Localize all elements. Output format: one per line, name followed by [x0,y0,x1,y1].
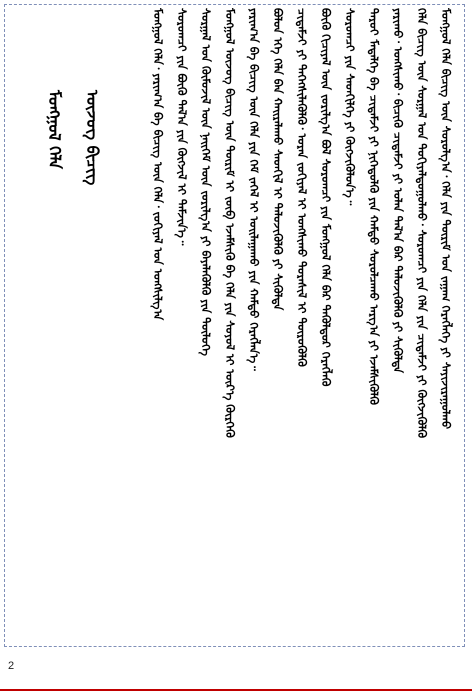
heading-line-1: ᠮᠣᠩᠭᠣᠯ ᠬᠡᠯᠡ [45,90,64,169]
text-column-7: ᠴᠢᠳᠠᠮᠵᠢ ᠶᠢ ᠳᠡᠭᠡᠭᠰᠢᠯᠡᠭᠦᠯᠬᠦ᠂ ᠤᠷᠠᠨ ᠵᠣᠬᠢᠶᠠᠯ ᠢ ᠤᠩᠰᠢᠬᠤ ᠳᠤᠷᠠᠰᠢᠯ ᠢ ᠲᠥᠷᠦᠭᠦᠯᠬᠦ [295,8,309,367]
text-column-4: ᠳᠠᠷᠤᠢ ᠮᠡᠳᠡᠯᠭᠡ ᠪᠠ ᠴᠢᠳᠠᠮᠵᠢ ᠶᠢ ᠨᠢᠭᠡᠲᠦᠯᠬᠦ ᠶᠢᠨ ᠬᠠᠮᠲᠤ ᠰᠤᠷᠤᠯᠴᠠᠬᠤ ᠠᠷᠭ᠎ᠠ ᠶᠢ ᠡᠵᠡᠮᠰᠢᠭᠦᠯᠬᠦ [367,8,381,405]
page-number: 2 [8,660,15,672]
text-column-11: ᠰᠤᠷᠭᠠᠯ ᠤᠨ ᠬᠦᠮᠦᠵᠢᠯ ᠦᠨ ᠨᠡᠢᠭᠡᠮ ᠦᠨ ᠵᠣᠷᠢᠯᠭ᠎ᠠ ᠶᠢ ᠪᠡᠶᠡᠯᠡᠭᠦᠯᠬᠦ ᠶᠢᠨ ᠲᠥᠯᠦᠭᠡ [199,8,213,356]
section-heading [40,90,106,390]
text-column-3: ᠶᠠᠷᠢᠬᠤ᠂ ᠤᠩᠰᠢᠬᠤ᠂ ᠪᠢᠴᠢᠬᠦ ᠴᠢᠳᠠᠮᠵᠢ ᠶᠢ ᠣᠯᠠᠨ ᠲᠠᠯ᠎ᠠ ᠪᠡᠷ ᠲᠡᠯᠦᠵᠢᠭᠦᠯᠬᠦ ᠶᠢ ᠰᠢᠭᠦᠯᠲᠡ [391,8,405,374]
text-column-13: ᠮᠣᠩᠭᠣᠯ ᠬᠡᠯᠡ᠂ ᠶᠠᠷᠢᠭ᠎ᠠ ᠪᠠ ᠪᠢᠴᠢᠭ ᠦᠨ ᠬᠡᠯᠡ᠂ ᠵᠣᠬᠢᠶᠠᠯ ᠤᠨ ᠤᠩᠰᠢᠯᠭ᠎ᠠ [151,8,165,321]
text-columns [147,8,456,638]
text-column-6: ᠪᠦᠬᠦ ᠬᠢᠴᠢᠶᠡᠯ ᠦᠨ ᠵᠣᠷᠢᠯᠭ᠎ᠠ ᠪᠣᠯ ᠰᠤᠷᠤᠭᠴᠢ ᠶᠢᠨ ᠮᠣᠩᠭᠣᠯ ᠬᠡᠯᠡ ᠪᠡᠷ ᠲᠡᠭᠦᠯᠳᠦᠷ ᠬᠡᠷᠡᠭᠯᠡᠬᠦ [319,8,333,387]
text-column-9: ᠶᠠᠷᠢᠭ᠎ᠠ ᠪᠠ ᠪᠢᠴᠢᠭ ᠦᠨ ᠬᠡᠯᠡ ᠶᠢᠨ ᠬᠡᠮ ᠵᠡᠭᠡᠯ ᠢ ᠣᠢᠯᠠᠭᠠᠬᠤ ᠶᠢᠨ ᠬᠠᠮᠲᠤ ᠬᠡᠷᠡᠭᠯᠡᠨ᠎ᠡ᠃ [247,8,261,371]
text-column-10: ᠮᠣᠩᠭᠣᠯ ᠦᠵᠦᠭ ᠪᠢᠴᠢᠭ ᠦᠨ ᠳᠦᠷᠢᠮ ᠢ ᠵᠥᠪ ᠡᠵᠡᠮᠰᠢᠬᠦ ᠪᠠ ᠬᠡᠯᠡ ᠶᠢᠨ ᠰᠣᠶᠣᠯ ᠢ ᠦᠷ᠎ᠡ ᠬᠦᠷᠭᠡᠬᠦ [223,8,237,438]
text-column-5: ᠰᠤᠷᠤᠭᠴᠢ ᠶᠢᠨ ᠰᠡᠳᠬᠢᠯᠭᠡ ᠶᠢ ᠬᠥᠭᠵᠢᠭᠦᠯᠦᠨ᠎ᠡ᠃ [343,8,357,206]
text-column-8: ᠪᠤᠯᠤᠨ ᠡᠬᠡ ᠬᠡᠯᠡ ᠪᠡᠨ ᠬᠠᠢᠷᠠᠯᠠᠬᠤ ᠰᠡᠳᠬᠢᠯ ᠢ ᠲᠡᠯᠦᠵᠢᠭᠦᠯᠬᠦ ᠶᠢ ᠰᠢᠭᠦᠯᠲᠡ [271,8,285,311]
text-column-1: ᠮᠣᠩᠭᠣᠯ ᠬᠡᠯᠡ ᠪᠢᠴᠢᠭ ᠦᠨ ᠰᠤᠷᠤᠯᠭ᠎ᠠ᠂ ᠬᠡᠯᠡ ᠶᠢᠨ ᠳᠦᠷᠢᠮ ᠤᠨ ᠵᠠᠭᠠᠭ ᠬᠡᠷᠡᠭᠯᠡᠭᠡ ᠶᠢ ᠰᠠᠶᠢᠵᠢᠷᠠᠭᠤᠯᠬᠤ [439,8,453,430]
heading-line-2: ᠦᠵᠦᠭ ᠪᠢᠴᠢᠭ᠌ [83,90,102,186]
text-column-2: ᠬᠡᠯᠡ ᠪᠢᠴᠢᠭ ᠦᠨ ᠰᠤᠷᠭᠠᠯ ᠤᠨ ᠲᠣᠬᠢᠶᠠᠯᠳᠤᠭᠤᠯᠬᠤ᠂ ᠰᠤᠷᠤᠭᠴᠢ ᠶᠢᠨ ᠬᠡᠯᠡ ᠶᠢᠨ ᠴᠢᠳᠠᠮᠵᠢ ᠶᠢ ᠬᠥᠭᠵᠢᠭᠦᠯᠬᠦ [415,8,429,439]
text-column-12: ᠰᠤᠷᠤᠭᠴᠢ ᠶᠢᠨ ᠪᠦᠬᠦ ᠲᠠᠯ᠎ᠠ ᠶᠢᠨ ᠬᠥᠭᠵᠢᠯ ᠢ ᠳᠡᠮᠵᠢᠨ᠎ᠡ᠃ [175,8,189,246]
